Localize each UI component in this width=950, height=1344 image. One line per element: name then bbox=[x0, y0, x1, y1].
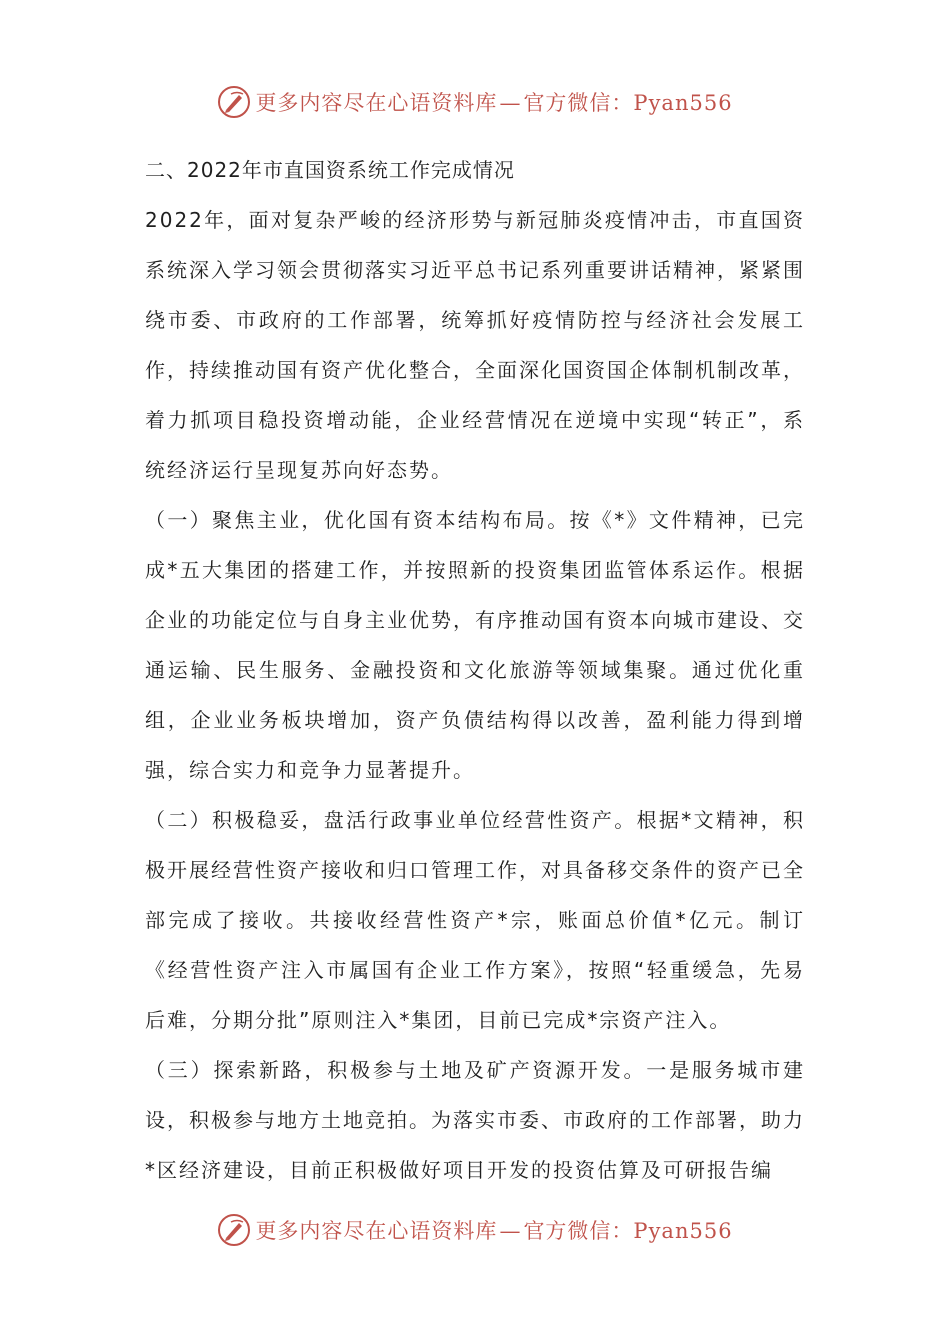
paragraph-item-3: （三）探索新路，积极参与土地及矿产资源开发。一是服务城市建设，积极参与地方土地竞拍。为落实市委、市政府的工作部署，助力*区经济建设，目前正积极做好项目开发的投资估算及可研报告编 bbox=[145, 1058, 805, 1182]
footer-watermark bbox=[0, 1212, 950, 1248]
header-watermark bbox=[0, 84, 950, 120]
watermark-contact: 官方微信：Pyan556 bbox=[523, 91, 733, 115]
paragraph-item-1: （一）聚焦主业，优化国有资本结构布局。按《*》文件精神，已完成*五大集团的搭建工作，并按照新的投资集团监管体系运作。根据企业的功能定位与自身主业优势，有序推动国有资本向城市建设、交通运输、民生服务、金融投资和文化旅游等领域集聚。通过优化重组，企业业务板块增加，资产负债结构得以改善，盈利能力得到增强，综合实力和竞争力显著提升。 bbox=[145, 508, 805, 782]
document-body bbox=[145, 145, 805, 1195]
section-heading: 二、2022年市直国资系统工作完成情况 bbox=[145, 158, 515, 182]
paragraph-item-2: （二）积极稳妥，盘活行政事业单位经营性资产。根据*文精神，积极开展经营性资产接收和归口管理工作，对具备移交条件的资产已全部完成了接收。共接收经营性资产*宗，账面总价值*亿元。制订《经营性资产注入市属国有企业工作方案》，按照“轻重缓急，先易后难，分期分批”原则注入*集团，目前已完成*宗资产注入。 bbox=[145, 808, 805, 1032]
watermark-text: 更多内容尽在心语资料库 bbox=[255, 1219, 498, 1243]
watermark-separator: — bbox=[499, 1219, 522, 1243]
watermark-separator: — bbox=[499, 91, 522, 115]
pen-logo-icon bbox=[217, 1213, 251, 1247]
watermark-text: 更多内容尽在心语资料库 bbox=[255, 91, 498, 115]
paragraph-intro: 2022年，面对复杂严峻的经济形势与新冠肺炎疫情冲击，市直国资系统深入学习领会贯彻落实习近平总书记系列重要讲话精神，紧紧围绕市委、市政府的工作部署，统筹抓好疫情防控与经济社会发展工作，持续推动国有资产优化整合，全面深化国资国企体制机制改革，着力抓项目稳投资增动能，企业经营情况在逆境中实现“转正”，系统经济运行呈现复苏向好态势。 bbox=[145, 208, 805, 482]
pen-logo-icon bbox=[217, 85, 251, 119]
watermark-contact: 官方微信：Pyan556 bbox=[523, 1219, 733, 1243]
